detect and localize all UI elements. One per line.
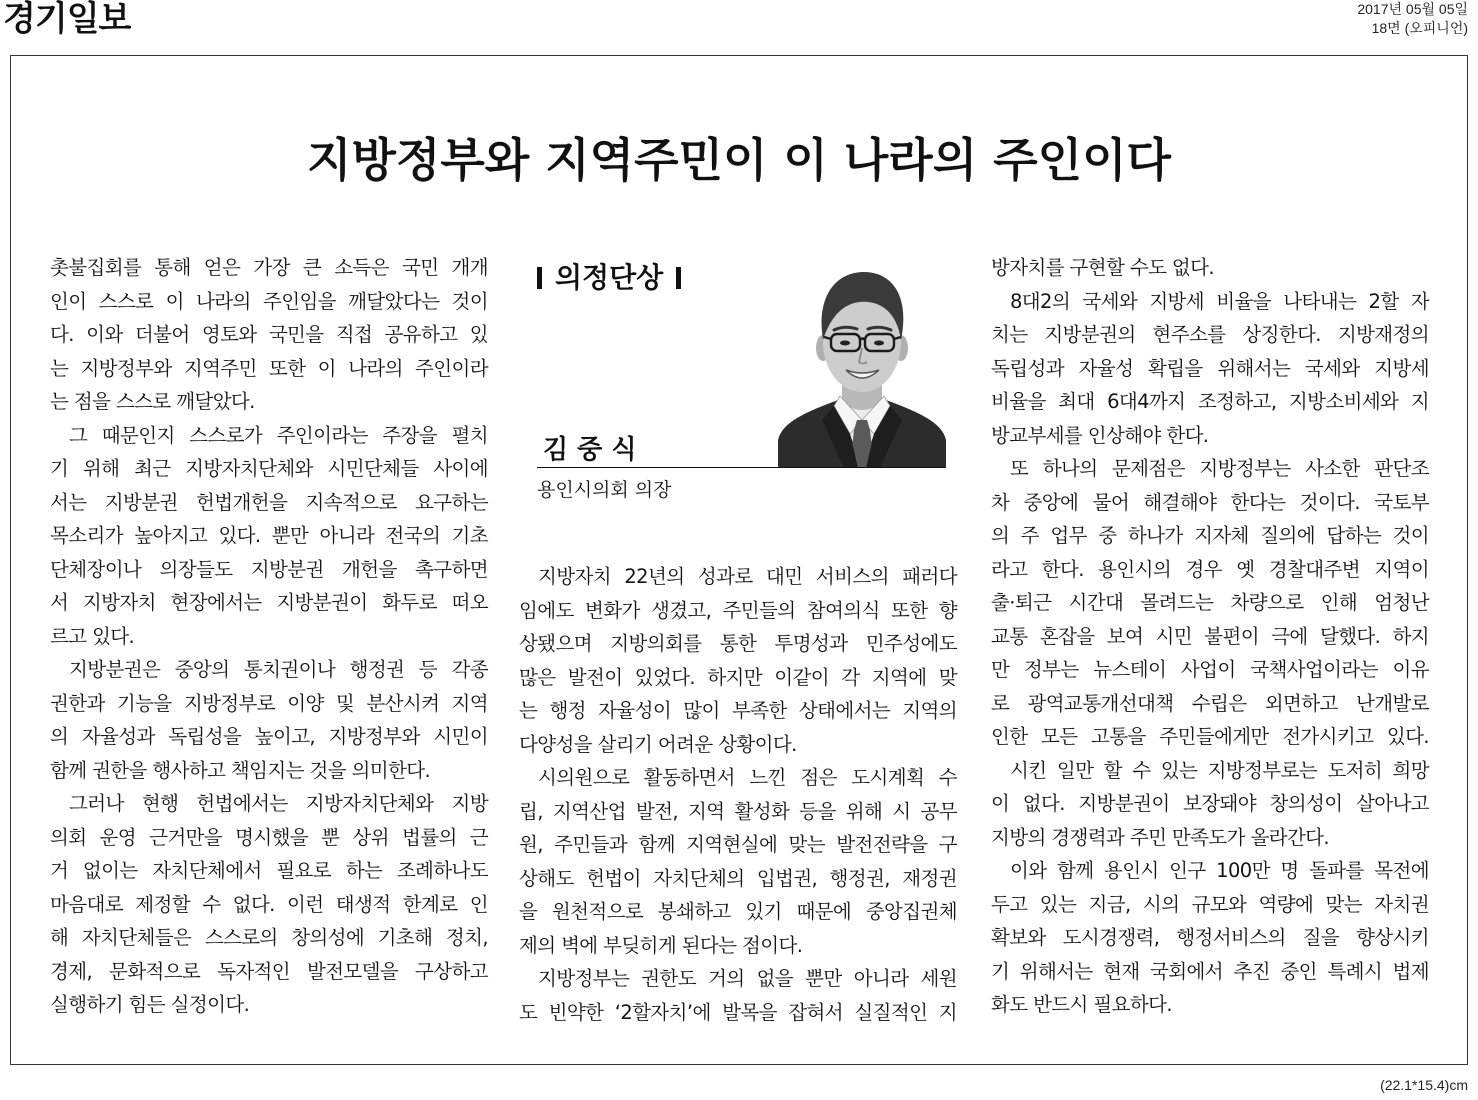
article-text-line: 화도 반드시 필요하다. [991, 993, 1172, 1016]
article-text-line: 치는 지방분권의 현주소를 상징한다. 지방재정의 [991, 323, 1429, 346]
article-text-line: 출·퇴근 시간대 몰려드는 차량으로 인해 엄청난 [991, 591, 1429, 614]
article-text-line: 의 주 업무 중 하나가 지자체 질의에 답하는 것이 [991, 524, 1429, 547]
article-text-line: 인이 스스로 이 나라의 주인임을 깨달았다는 것이 [50, 289, 488, 313]
article-text-line: 라고 한다. 용인시의 경우 옛 경찰대주변 지역이 [991, 557, 1429, 581]
article-title: 지방정부와 지역주민이 이 나라의 주인이다 [307, 133, 1171, 187]
dateline [1357, 0, 1468, 38]
article-text-line: 방자치를 구현할 수도 없다. [991, 256, 1215, 279]
article-text-line: 임에도 변화가 생겼고, 주민들의 참여의식 또한 향 [519, 598, 957, 622]
article-text-line: 또 하나의 문제점은 지방정부는 사소한 판단조 [1010, 457, 1429, 480]
article-text-line: 립, 지역산업 발전, 지역 활성화 등을 위해 시 공무 [519, 799, 957, 823]
publication-date: 2017년 05월 05일 [1357, 1, 1468, 17]
article-text-line: 는 지방정부와 지역주민 또한 이 나라의 주인이라 [50, 356, 488, 380]
article-text-line: 다. 이와 더불어 영토와 국민을 직접 공유하고 있 [50, 323, 488, 346]
article-text-line: 지방정부는 권한도 거의 없을 뿐만 아니라 세원 [538, 967, 957, 990]
article-text-line: 이 없다. 지방분권이 보장돼야 창의성이 살아나고 [991, 792, 1429, 815]
article-text-line: 확보와 도시경쟁력, 행정서비스의 질을 향상시키 [991, 926, 1429, 949]
article-text-line: 다양성을 살리기 어려운 상황이다. [519, 732, 797, 756]
article-text-line: 원, 주민들과 함께 지역현실에 맞는 발전전략을 구 [519, 833, 957, 856]
article-text-line: 두고 있는 지금, 시의 규모와 역량에 맞는 자치권 [991, 892, 1429, 916]
article-text-line: 해 자치단체들은 스스로의 창의성에 기초해 정치, [50, 926, 488, 949]
article-text-line: 권한과 기능을 지방정부로 이양 및 분산시켜 지역 [50, 691, 488, 715]
article-text-line: 시의원으로 활동하면서 느낀 점은 도시계획 수 [538, 766, 957, 789]
article-text-line: 목소리가 높아지고 있다. 뿐만 아니라 전국의 기초 [50, 524, 488, 547]
article-text-line: 인한 모든 고통을 주민들에게만 전가시키고 있다. [991, 725, 1429, 748]
article-text-line: 경제, 문화적으로 독자적인 발전모델을 구상하고 [50, 959, 488, 983]
article-text-line: 마음대로 제정할 수 없다. 이런 태생적 한계로 인 [50, 892, 488, 916]
column-label-text: 의정단상 [555, 261, 664, 294]
article-text-line: 기 위해 최근 지방자치단체와 시민단체들 사이에 [50, 457, 488, 480]
article-text-line: 지방의 경쟁력과 주민 만족도가 올라간다. [991, 825, 1330, 849]
page-section: 18면 (오피니언) [1371, 20, 1468, 36]
byline-rule [537, 467, 945, 468]
article-text-line: 그 때문인지 스스로가 주인이라는 주장을 펼치 [69, 423, 488, 447]
article-text-line: 상됐으며 지방의회를 통한 투명성과 민주성에도 [519, 632, 957, 655]
column-label [537, 262, 681, 294]
article-text-line: 로 광역교통개선대책 수립은 외면하고 난개발로 [991, 691, 1429, 715]
article-text-line: 이와 함께 용인시 인구 100만 명 돌파를 목전에 [1010, 859, 1429, 882]
article-text-line: 기 위해서는 현재 국회에서 추진 중인 특례시 법제 [991, 959, 1429, 983]
article-text-line: 촛불집회를 통해 얻은 가장 큰 소득은 국민 개개 [50, 256, 488, 279]
article-text-line: 도 빈약한 ‘2할자치’에 발목을 잡혀서 실질적인 지 [519, 1000, 957, 1024]
article-text-line: 함께 권한을 행사하고 책임지는 것을 의미한다. [50, 758, 431, 782]
article-column-1 [50, 251, 488, 1022]
article-text-line: 을 원천적으로 봉쇄하고 있기 때문에 중앙집권체 [519, 900, 957, 923]
article-text-line: 지방자치 22년의 성과로 대민 서비스의 패러다 [538, 565, 957, 588]
article-text-line: 그러나 현행 헌법에서는 지방자치단체와 지방 [69, 792, 488, 815]
article-text-line: 차 중앙에 물어 해결해야 한다는 것이다. 국토부 [991, 490, 1429, 514]
article-text-line: 는 행정 자율성이 많이 부족한 상태에서는 지역의 [519, 699, 957, 722]
article-text-line: 르고 있다. [50, 624, 135, 648]
article-text-line: 독립성과 자율성 확립을 위해서는 국세와 지방세 [991, 356, 1429, 380]
article-column-2 [519, 560, 957, 1029]
article-text-line: 지방분권은 중앙의 통치권이나 행정권 등 각종 [69, 658, 488, 681]
article-column-3 [991, 251, 1429, 1022]
article-text-line: 비율을 최대 6대4까지 조정하고, 지방소비세와 지 [991, 390, 1429, 413]
article-text-line: 실행하기 힘든 실정이다. [50, 993, 250, 1016]
article-text-line: 상해도 헌법이 자치단체의 입법권, 행정권, 재정권 [519, 866, 957, 890]
article-text-line: 단체장이나 의장들도 지방분권 개헌을 촉구하면 [50, 557, 488, 581]
clipping-size: (22.1*15.4)cm [1380, 1077, 1468, 1093]
author-photo [778, 262, 946, 468]
author-portrait [778, 262, 946, 468]
article-text-line: 교통 혼잡을 보여 시민 불편이 극에 달했다. 하지 [991, 624, 1429, 648]
article-text-line: 는 점을 스스로 깨달았다. [50, 390, 255, 413]
article-text-line: 제의 벽에 부딪히게 된다는 점이다. [519, 933, 803, 957]
article-text-line: 많은 발전이 있었다. 하지만 이같이 각 지역에 맞 [519, 665, 957, 689]
article-text-line: 거 없이는 자치단체에서 필요로 하는 조례하나도 [50, 859, 488, 882]
article-text-line: 의회 운영 근거만을 명시했을 뿐 상위 법률의 근 [50, 825, 488, 849]
article-text-line: 만 정부는 뉴스테이 사업이 국책사업이라는 이유 [991, 658, 1429, 681]
article-text-line: 시킨 일만 할 수 있는 지방정부로는 도저히 희망 [1010, 758, 1429, 782]
article-text-line: 의 자율성과 독립성을 높이고, 지방정부와 시민이 [50, 725, 488, 748]
author-position: 용인시의회 의장 [537, 479, 672, 501]
article-text-line: 서는 지방분권 헌법개헌을 지속적으로 요구하는 [50, 490, 488, 514]
newspaper-logo: 경기일보 [3, 0, 131, 39]
author-name: 김 중 식 [543, 435, 637, 465]
article-text-line: 서 지방자치 현장에서는 지방분권이 화두로 떠오 [50, 591, 488, 614]
article-text-line: 8대2의 국세와 지방세 비율을 나타내는 2할 자 [1010, 289, 1429, 313]
label-bar-right [676, 267, 681, 289]
label-bar-left [537, 267, 542, 289]
article-text-line: 방교부세를 인상해야 한다. [991, 423, 1209, 447]
